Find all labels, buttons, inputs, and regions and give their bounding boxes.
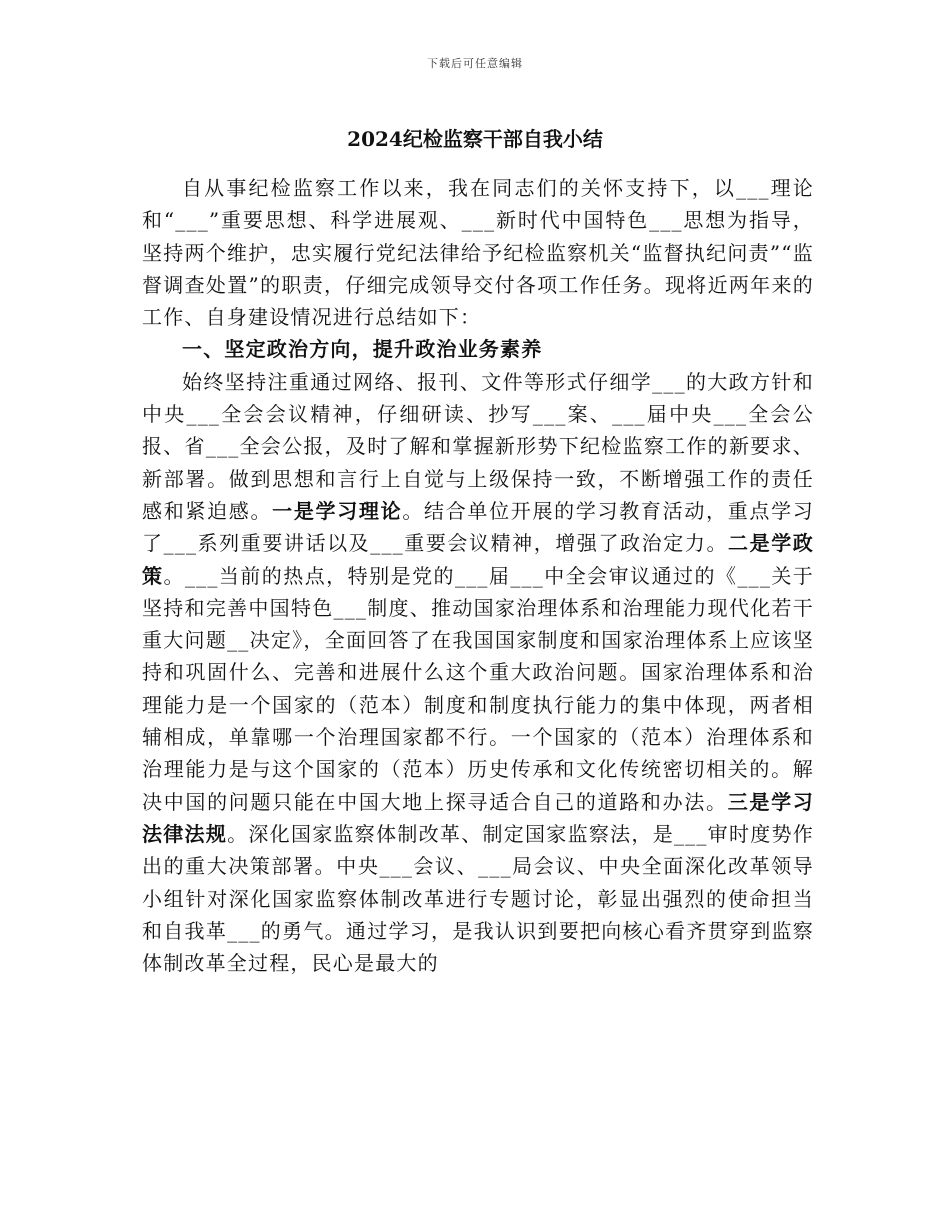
header-note: 下载后可任意编辑 (427, 57, 523, 70)
section-heading: 一、坚定政治方向，提升政治业务素养 (182, 337, 543, 362)
paragraph-text: 。___当前的热点，特别是党的___届___中全会审议通过的《___关于坚持和完善中国特色___制度、推动国家治理体系和治理能力现代化若干重大问题__决定》，全面回答了在我国国家制度和国家治理体系上应该坚持和巩固什么、完善和进展什么这个重大政治问题。国家治理体系和治理能力是一个国家的（范本）制度和制度执行能力的集中体现，两者相辅相成，单靠哪一个治理国家都不行。一个国家的（范本）治理体系和治理能力是与这个国家的（范本）历史传承和文化传统密切相关的。解决中国的问题只能在中国大地上探寻适合自己的道路和办法。 (142, 563, 815, 814)
intro-paragraph: 自从事纪检监察工作以来，我在同志们的关怀支持下，以___理论和“___”重要思想、科学进展观、___新时代中国特色___思想为指导，坚持两个维护，忠实履行党纪法律给予纪检监察机关“监督执纪问责”“监督调查处置”的职责，仔细完成领导交付各项工作任务。现将近两年来的工作、自身建设情况进行总结如下： (142, 176, 814, 330)
emphasis-study-theory: 一是学习理论 (272, 498, 403, 523)
document-title: 2024纪检监察干部自我小结 (347, 127, 603, 151)
document-body (142, 172, 814, 979)
section-paragraph (142, 366, 814, 980)
paragraph-text: 。结合单位开展的学习教育活动，重点学习了___系列重要讲话以及___重要会议精神，增强了政治定力。 (142, 498, 814, 556)
paragraph-text: 。深化国家监察体制改革、制定国家监察法，是___审时度势作出的重大决策部署。中央___会议、___局会议、中央全面深化改革领导小组针对深化国家监察体制改革进行专题讨论，彰显出强烈的使命担当和自我革___的勇气。通过学习，是我认识到要把向核心看齐贯穿到监察体制改革全过程，民心是最大的 (142, 821, 814, 976)
paragraph-text: 始终坚持注重通过网络、报刊、文件等形式仔细学___的大政方针和中央___全会会议精神，仔细研读、抄写___案、___届中央___全会公报、省___全会公报，及时了解和掌握新形势下纪检监察工作的新要求、新部署。做到思想和言行上自觉与上级保持一致，不断增强工作的责任感和紧迫感。 (142, 369, 814, 523)
emphasis-study-law: 三是学习法律法规 (142, 789, 814, 846)
emphasis-study-policy: 二是学政策 (142, 531, 814, 588)
